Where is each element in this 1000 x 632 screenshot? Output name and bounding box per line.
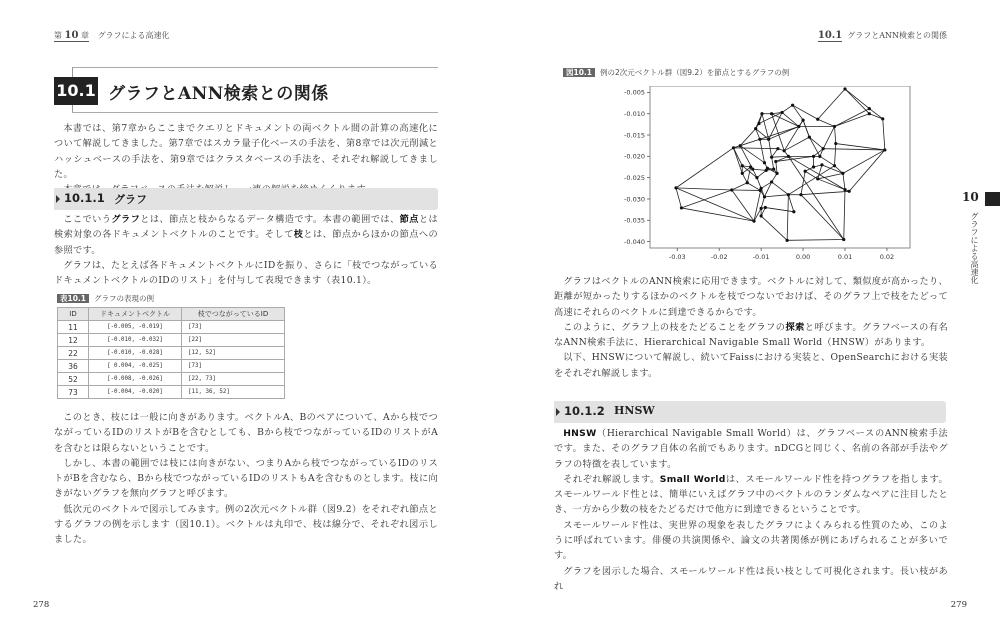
paragraph: グラフを図示した場合、スモールワールド性は長い枝として可視化されます。長い枝があれ [554, 565, 948, 592]
graph-node [757, 122, 760, 125]
graph-node [772, 168, 775, 171]
graph-node [776, 147, 779, 150]
y-tick-label: -0.025 [624, 173, 645, 182]
table-caption: 表10.1 グラフの表現の例 [57, 293, 154, 304]
subsection-number: 10.1.1 [64, 191, 105, 205]
section-number: 10.1 [54, 77, 98, 105]
paragraph: このように、グラフ上の枝をたどることをグラフの探索と呼びます。グラフベースの有名なANN検索手法に、Hierarchical Navigable Small World（HNSW）があります。 [554, 321, 948, 349]
graph-node [868, 112, 871, 115]
x-axis [669, 248, 894, 261]
graph-node [848, 190, 851, 193]
hnsw-text [554, 426, 948, 594]
page-number-left: 278 [33, 600, 50, 610]
column-header: 枝でつながっているID [182, 308, 285, 321]
triangle-bullet-icon [56, 195, 60, 203]
x-tick-label: 0.02 [879, 253, 895, 261]
graph-node [843, 87, 846, 90]
graph-node [752, 220, 755, 223]
graph-node [816, 177, 819, 180]
x-tick-label: -0.01 [752, 253, 770, 261]
graph-node [792, 210, 795, 213]
x-tick-label: -0.02 [710, 253, 728, 261]
graph-node [741, 172, 744, 175]
table-tag: 表10.1 [57, 294, 89, 303]
graph-node [739, 144, 742, 147]
graph-node [764, 206, 767, 209]
graph-node [808, 136, 811, 139]
x-tick-label: -0.03 [668, 253, 686, 261]
graph-node [674, 186, 677, 189]
y-axis [624, 89, 650, 246]
table-row: 11 [-0.005, -0.019] [73] [58, 321, 285, 334]
thumb-index-text: グラフによる高速化 [970, 212, 979, 284]
graph-node [749, 165, 752, 168]
graph-node [881, 117, 884, 120]
graph-node [760, 214, 763, 217]
paragraph: それぞれ解説します。Small Worldは、スモールワールド性を持つグラフを指します。スモールワールド性とは、簡単にいえばグラフ中のベクトルのランダムなペアに注目したとき、一方から少数の枝をたどるだけで他方に到達できるということです。 [554, 473, 949, 516]
graph-node [843, 188, 846, 191]
graph-node [841, 172, 844, 175]
graph-node [801, 119, 804, 122]
table-row: 12 [-0.010, -0.032] [22] [58, 334, 285, 347]
graph-node [812, 155, 815, 158]
graph-node [765, 169, 768, 172]
graph-node [770, 180, 773, 183]
y-tick-label: -0.035 [624, 216, 645, 225]
graph-node [783, 149, 786, 152]
running-section-title: グラフとANN検索との関係 [847, 31, 947, 40]
graph-node [799, 193, 802, 196]
graph-node [775, 172, 778, 175]
section-title: グラフとANN検索との関係 [108, 84, 329, 104]
chapter-title: グラフによる高速化 [97, 31, 170, 40]
graph-figure [560, 86, 920, 266]
graph-node [755, 176, 758, 179]
graph-node [680, 206, 683, 209]
paragraph: ここでいうグラフとは、節点と枝からなるデータ構造です。本書の範囲では、節点とは検索対象の各ドキュメントベクトルのことです。そして枝とは、節点からほかの節点への参照です。 [54, 214, 438, 256]
graph-node [763, 161, 766, 164]
graph-node [760, 207, 763, 210]
graph-node [754, 127, 757, 130]
graph-node [820, 163, 823, 166]
subsection-number: 10.1.2 [564, 404, 605, 418]
y-tick-label: -0.020 [624, 152, 645, 161]
table-row: 22 [-0.010, -0.028] [12, 52] [58, 347, 285, 360]
table-header-row [58, 308, 285, 321]
column-header: ID [58, 308, 89, 321]
table-row: 73 [-0.004, -0.020] [11, 36, 52] [58, 386, 285, 399]
thumb-index-tab [985, 192, 1000, 206]
graph-node [868, 107, 871, 110]
paragraph: しかし、本書の範囲では枝には向きがない、つまりAから枝でつながっているIDのリストがBを含むなら、Bから枝でつながっているIDのリストもAを含むものとします。枝に向きがないグラフを無向グラフと呼びます。 [54, 457, 438, 500]
graph-node [758, 138, 761, 141]
graph-node [760, 187, 763, 190]
graph-node [741, 164, 744, 167]
graph-node [732, 146, 735, 149]
graph-node [774, 160, 777, 163]
running-head-right [818, 30, 947, 41]
directed-text [54, 410, 438, 548]
graph-node [883, 148, 886, 151]
y-tick-label: -0.005 [624, 88, 645, 97]
graph-node [842, 238, 845, 241]
graph-node [770, 112, 773, 115]
running-section-number: 10.1 [817, 30, 843, 41]
graph-node [833, 164, 836, 167]
graph-node [797, 125, 800, 128]
graph-node [786, 239, 789, 242]
thumb-index-number: 10 [962, 190, 979, 204]
graph-text [54, 212, 438, 288]
subsection-title: HNSW [614, 404, 655, 417]
y-tick-label: -0.010 [624, 110, 645, 119]
paragraph: 低次元のベクトルで図示してみます。例の2次元ベクトル群（図9.2）をそれぞれ節点とするグラフの例を示します（図10.1）。ベクトルは丸印で、枝は線分で、それぞれ図示しました。 [54, 503, 438, 546]
graph-node [767, 138, 770, 141]
x-tick-label: 0.00 [795, 253, 811, 261]
graph-node [812, 165, 815, 168]
graph-node [780, 111, 783, 114]
paragraph: 以下、HNSWについて解説し、続いてFaissにおける実装と、OpenSearchにおける実装をそれぞれ解説します。 [554, 352, 948, 379]
section-heading [54, 67, 438, 113]
triangle-bullet-icon [556, 408, 560, 416]
y-tick-label: -0.030 [624, 195, 645, 204]
running-head-left [54, 30, 170, 41]
figure-caption: 図10.1 例の2次元ベクトル群（図9.2）を節点とするグラフの例 [563, 67, 789, 78]
x-tick-label: 0.01 [837, 253, 853, 261]
subsection-heading-graph [54, 188, 438, 210]
graph-node [770, 156, 773, 159]
graph-node [818, 155, 821, 158]
ann-text [554, 274, 948, 381]
graph-node [787, 155, 790, 158]
graph-node [787, 193, 790, 196]
graph-node [822, 147, 825, 150]
graph-node [833, 125, 836, 128]
graph-node [804, 170, 807, 173]
intro-text [54, 121, 438, 197]
graph-node [834, 142, 837, 145]
page-number-right: 279 [950, 600, 967, 610]
graph-node [760, 112, 763, 115]
paragraph: グラフはベクトルのANN検索に応用できます。ベクトルに対して、類似度が高かったり、距離が短かったりするほかのベクトルを枝でつないでおけば、そのグラフ上で枝をたどって高速にそれらのベクトルに到達できるからです。 [554, 276, 948, 318]
y-tick-label: -0.040 [624, 237, 645, 246]
subsection-title: グラフ [114, 193, 147, 206]
graph-node [791, 104, 794, 107]
paragraph: 本書では、第7章からここまでクエリとドキュメントの両ベクトル間の計算の高速化について解説してきました。第7章ではスカラ量子化ベースの手法を、第8章では次元削減とハッシュベースの手法を、第9章ではクラスタベースの手法を、それぞれ解説してきました。 [54, 123, 438, 180]
column-header: ドキュメントベクトル [89, 308, 182, 321]
paragraph: HNSW（Hierarchical Navigable Small World）は、グラフベースのANN検索手法です。また、そのグラフ自体の名前でもあります。nDCGと同じく、名前の各部が手法やグラフの特徴を表しています。 [554, 428, 948, 470]
figure-tag: 図10.1 [563, 68, 595, 77]
graph-node [746, 181, 749, 184]
y-tick-label: -0.015 [624, 131, 645, 140]
table-row: 52 [-0.008, -0.026] [22, 73] [58, 373, 285, 386]
graph-node [730, 188, 733, 191]
graph-representation-table [57, 307, 285, 399]
graph-node [816, 118, 819, 121]
graph-node [763, 195, 766, 198]
paragraph: このとき、枝には一般に向きがあります。ベクトルA、Bのペアについて、Aから枝でつながっているIDのリストがBを含むとしても、Bから枝でつながっているIDのリストがAを含むとは限らないということです。 [54, 412, 438, 454]
table-row: 36 [ 0.004, -0.025] [73] [58, 360, 285, 373]
subsection-heading-hnsw [554, 401, 946, 423]
chapter-label: 第 10 章 [54, 30, 90, 41]
paragraph: グラフは、たとえば各ドキュメントベクトルにIDを振り、さらに「枝でつながっているドキュメントベクトルのIDのリスト」を付与して表現できます（表10.1）。 [54, 259, 438, 287]
paragraph: スモールワールド性は、実世界の現象を表したグラフによくみられる性質のため、このように呼ばれています。俳優の共演関係や、論文の共著関係が例にあげられることが多いです。 [554, 519, 948, 562]
